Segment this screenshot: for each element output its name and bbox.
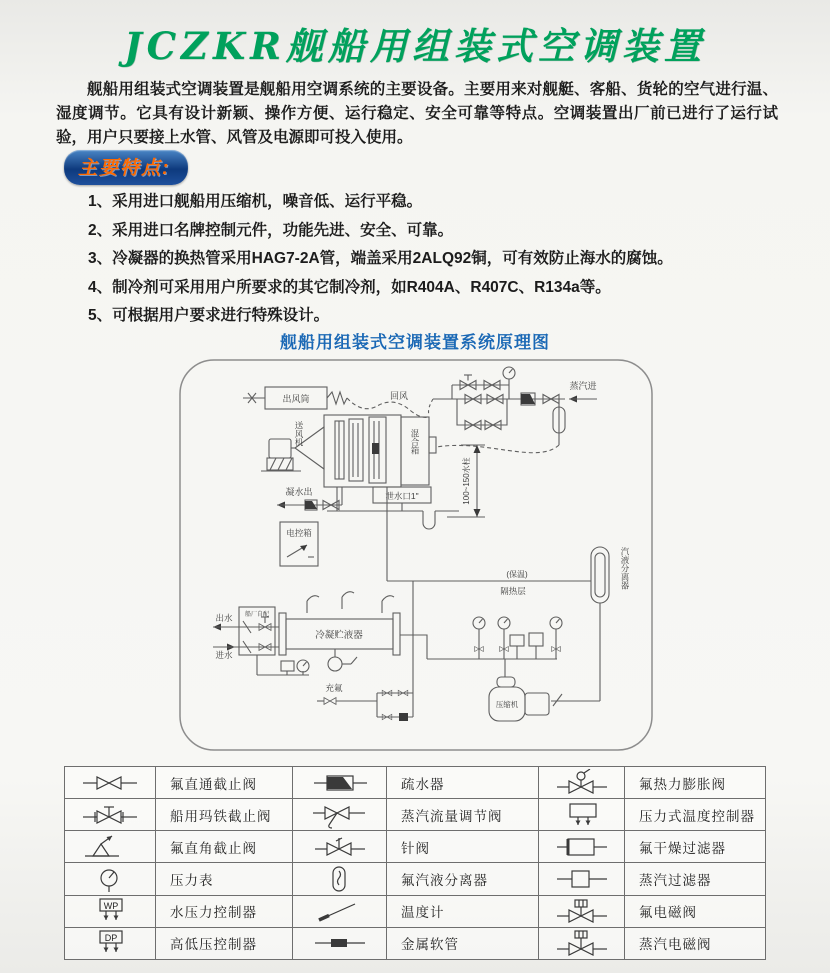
legend-row (65, 927, 766, 959)
insulation-wrap-label: (保温) (506, 570, 528, 579)
legend-symbol-cell (539, 799, 625, 831)
air-handler-unit (324, 415, 401, 487)
legend-symbol-cell (293, 831, 387, 863)
feature-item: 5、可根据用户要求进行特殊设计。 (88, 307, 330, 324)
wp-controller-icon (81, 897, 139, 925)
compressor-icon (489, 659, 549, 721)
vapor-liquid-separator-icon (311, 865, 369, 893)
control-box-label: 电控箱 (286, 528, 312, 538)
legend-symbol-cell (65, 799, 156, 831)
fluorine-solenoid-valve-icon (553, 897, 611, 925)
legend-symbol-cell (65, 767, 156, 799)
features-list (88, 188, 790, 331)
legend-row (65, 895, 766, 927)
diagram-heading: 舰船用组装式空调装置系统原理图 (280, 333, 550, 352)
dp-controller-icon (81, 929, 139, 957)
symbol-legend-table (64, 766, 766, 960)
insulation-layer-label: 隔热层 (500, 586, 526, 596)
supply-fan-icon (261, 427, 324, 471)
legend-symbol-cell (539, 863, 625, 895)
page-title: JCZKR舰船用组装式空调装置 (124, 24, 706, 68)
legend-symbol-cell (293, 927, 387, 959)
legend-label: 高低压控制器 (156, 927, 293, 959)
outlet-duct-label: 出风筒 (282, 394, 310, 404)
marine-iron-stop-valve-icon (81, 801, 139, 829)
legend-label: 金属软管 (387, 927, 539, 959)
legend-row (65, 799, 766, 831)
thermometer-icon (311, 897, 369, 925)
system-schematic-diagram (177, 357, 655, 755)
pressure-gauge-icon (81, 865, 139, 893)
straight-stop-valve-icon (81, 769, 139, 797)
legend-label: 蒸汽电磁阀 (625, 927, 766, 959)
water-column-label: 100~150水柱 (462, 457, 471, 505)
return-air-label: 回风 (389, 391, 409, 401)
compressor-label: 压缩机 (495, 700, 519, 709)
legend-symbol-cell (539, 767, 625, 799)
pressure-temp-controller-icon (553, 801, 611, 829)
separator-label: 汽液分离器 (620, 547, 630, 590)
receiver-label: 冷凝贮液器 (315, 630, 363, 641)
feature-item: 2、采用进口名牌控制元件，功能先进、安全、可靠。 (88, 221, 454, 239)
legend-label: 氟电磁阀 (625, 895, 766, 927)
legend-symbol-cell (65, 927, 156, 959)
legend-symbol-cell (293, 799, 387, 831)
legend-symbol-cell (539, 927, 625, 959)
svg-text:DP: DP (104, 933, 118, 944)
legend-symbol-cell (65, 863, 156, 895)
legend-label: 疏水器 (387, 767, 539, 799)
needle-valve-icon (311, 833, 369, 861)
legend-label: 水压力控制器 (156, 895, 293, 927)
legend-symbol-cell (293, 767, 387, 799)
dryer-filter-icon (553, 833, 611, 861)
legend-label: 氟直通截止阀 (156, 767, 293, 799)
steam-in-label: 蒸汽进 (569, 381, 597, 391)
legend-label: 压力式温度控制器 (625, 799, 766, 831)
steam-flow-regulating-valve-icon (311, 801, 369, 829)
feature-item: 3、冷凝器的换热管采用HAG7-2A管，端盖采用2ALQ92铜，可有效防止海水的腐蚀。 (88, 250, 673, 267)
legend-label: 压力表 (156, 863, 293, 895)
thermal-expansion-valve-icon (553, 769, 611, 797)
legend-symbol-cell (65, 895, 156, 927)
charging-line (317, 581, 413, 721)
steam-trap-icon (311, 769, 369, 797)
diagram-border (180, 360, 652, 750)
intro-paragraph: 舰船用组装式空调装置是舰船用空调系统的主要设备。主要用来对舰艇、客船、货轮的空气进行温、湿度调节。它具有设计新颖、操作方便、运行稳定、安全可靠等特点。空调装置出厂前已进行了运行试验，用户只要接上水管、风管及电源即可投入使用。 (56, 81, 778, 146)
water-out-label: 出水 (215, 613, 233, 623)
supply-fan-label: 送风机 (294, 421, 304, 447)
legend-symbol-cell (293, 895, 387, 927)
features-badge: 主要特点: (64, 150, 188, 185)
angle-stop-valve-icon (81, 833, 139, 861)
feature-item: 4、制冷剂可采用用户所要求的其它制冷剂，如R404A、R407C、R134a等。 (88, 278, 611, 296)
legend-row (65, 863, 766, 895)
steam-supply-line (429, 367, 598, 453)
legend-label: 氟干燥过滤器 (625, 831, 766, 863)
charge-label: 充氟 (325, 683, 343, 693)
legend-label: 氟直角截止阀 (156, 831, 293, 863)
gauge-manifold (400, 617, 562, 659)
suction-line (387, 487, 591, 581)
legend-symbol-cell (293, 863, 387, 895)
legend-row (65, 831, 766, 863)
legend-label: 氟热力膨胀阀 (625, 767, 766, 799)
feature-item: 1、采用进口舰船用压缩机，噪音低、运行平稳。 (88, 193, 423, 210)
legend-symbol-cell (539, 831, 625, 863)
shipyard-supplied-label: 船厂自配 (244, 612, 270, 618)
steam-solenoid-valve-icon (553, 929, 611, 957)
legend-label: 针阀 (387, 831, 539, 863)
drain-port-label: 泄水口1" (385, 491, 419, 501)
legend-label: 温度计 (387, 895, 539, 927)
legend-row (65, 767, 766, 799)
separator-icon (551, 547, 609, 706)
legend-label: 蒸汽过滤器 (625, 863, 766, 895)
legend-label: 蒸汽流量调节阀 (387, 799, 539, 831)
condensate-out-label: 凝水出 (285, 487, 313, 497)
legend-label: 船用玛铁截止阀 (156, 799, 293, 831)
legend-symbol-cell (65, 831, 156, 863)
svg-text:WP: WP (103, 901, 119, 912)
metal-hose-icon (311, 929, 369, 957)
steam-filter-icon (553, 865, 611, 893)
legend-symbol-cell (539, 895, 625, 927)
mixing-box-label: 混合箱 (410, 429, 420, 455)
water-in-label: 进水 (215, 650, 233, 660)
legend-label: 氟汽液分离器 (387, 863, 539, 895)
